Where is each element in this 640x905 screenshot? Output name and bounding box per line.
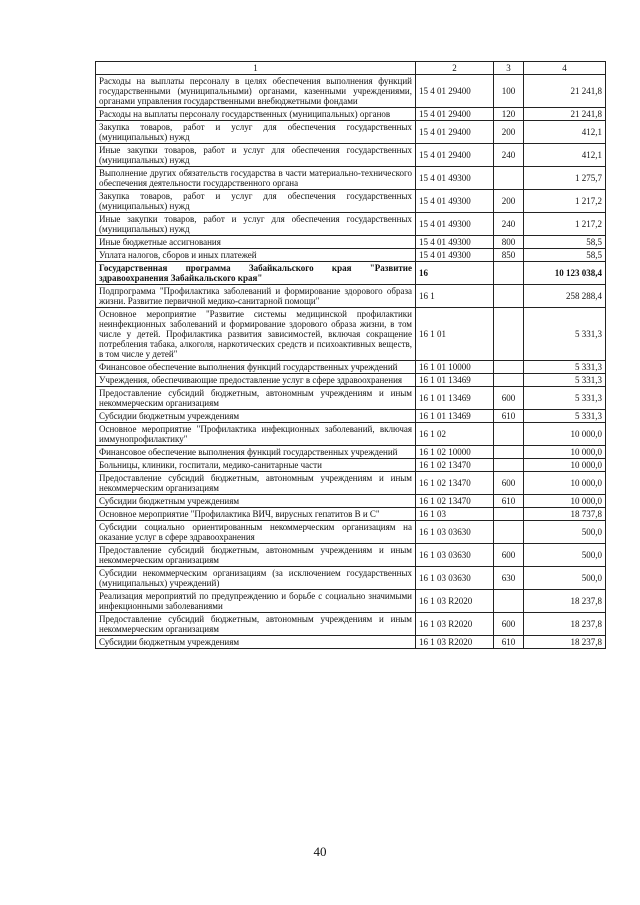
row-code: 15 4 01 29400 <box>416 75 494 108</box>
row-type <box>494 374 524 387</box>
row-code: 15 4 01 29400 <box>416 108 494 121</box>
table-row <box>96 236 606 249</box>
budget-table <box>95 61 606 649</box>
row-name: Учреждения, обеспечивающие предоставление услуг в сфере здравоохранения <box>96 374 416 387</box>
row-type: 630 <box>494 567 524 590</box>
row-type: 610 <box>494 410 524 423</box>
row-type: 200 <box>494 190 524 213</box>
row-type: 850 <box>494 249 524 262</box>
row-name: Иные закупки товаров, работ и услуг для обеспечения государственных (муниципальных) нужд <box>96 144 416 167</box>
row-amount: 10 000,0 <box>524 459 606 472</box>
row-type <box>494 167 524 190</box>
row-amount: 10 000,0 <box>524 495 606 508</box>
row-code: 16 1 02 <box>416 423 494 446</box>
table-row <box>96 472 606 495</box>
table-row <box>96 567 606 590</box>
table-row <box>96 446 606 459</box>
row-code: 16 1 03 R2020 <box>416 590 494 613</box>
page-number: 40 <box>313 844 327 859</box>
row-type: 120 <box>494 108 524 121</box>
row-name: Финансовое обеспечение выполнения функций государственных учреждений <box>96 361 416 374</box>
row-name: Уплата налогов, сборов и иных платежей <box>96 249 416 262</box>
row-code: 16 <box>416 262 494 285</box>
table-row <box>96 544 606 567</box>
row-type <box>494 361 524 374</box>
row-type <box>494 590 524 613</box>
row-amount: 18 237,8 <box>524 613 606 636</box>
table-row <box>96 190 606 213</box>
row-name: Больницы, клиники, госпитали, медико-санитарные части <box>96 459 416 472</box>
row-code: 15 4 01 49300 <box>416 190 494 213</box>
table-row <box>96 262 606 285</box>
row-type <box>494 521 524 544</box>
row-name: Расходы на выплаты персоналу в целях обеспечения выполнения функций государственными (муниципальными) органами, казенными учреждениями, органами управления государственными внебюджетными фондами <box>96 75 416 108</box>
row-amount: 18 737,8 <box>524 508 606 521</box>
table-row <box>96 508 606 521</box>
row-amount: 5 331,3 <box>524 374 606 387</box>
row-amount: 21 241,8 <box>524 108 606 121</box>
row-name: Субсидии социально ориентированным некоммерческим организациям на оказание услуг в сфере здравоохранения <box>96 521 416 544</box>
table-row <box>96 613 606 636</box>
table-row <box>96 308 606 361</box>
row-amount: 500,0 <box>524 567 606 590</box>
row-amount: 5 331,3 <box>524 361 606 374</box>
table-row <box>96 374 606 387</box>
row-amount: 21 241,8 <box>524 75 606 108</box>
row-amount: 500,0 <box>524 544 606 567</box>
row-type: 600 <box>494 544 524 567</box>
row-code: 16 1 02 13470 <box>416 495 494 508</box>
row-type: 800 <box>494 236 524 249</box>
header-col-3: 3 <box>494 62 524 75</box>
row-name: Основное мероприятие "Профилактика инфекционных заболеваний, включая иммунопрофилактику" <box>96 423 416 446</box>
table-row <box>96 213 606 236</box>
row-amount: 10 000,0 <box>524 472 606 495</box>
table-row <box>96 361 606 374</box>
row-name: Субсидии бюджетным учреждениям <box>96 410 416 423</box>
row-amount: 412,1 <box>524 121 606 144</box>
row-type <box>494 308 524 361</box>
row-name: Основное мероприятие "Развитие системы медицинской профилактики неинфекционных заболеваний и формирование здорового образа жизни, в том числе у детей. Профилактика развития зависимостей, включая сокращение потребления табака, алкоголя, наркотических средств и психоактивных веществ, в том числе у детей" <box>96 308 416 361</box>
row-code: 16 1 03 03630 <box>416 544 494 567</box>
row-name: Расходы на выплаты персоналу государственных (муниципальных) органов <box>96 108 416 121</box>
table-row <box>96 121 606 144</box>
row-code: 16 1 01 10000 <box>416 361 494 374</box>
row-code: 16 1 01 13469 <box>416 387 494 410</box>
row-code: 16 1 02 13470 <box>416 472 494 495</box>
row-amount: 1 217,2 <box>524 213 606 236</box>
row-code: 15 4 01 29400 <box>416 144 494 167</box>
row-code: 16 1 03 R2020 <box>416 613 494 636</box>
row-amount: 258 288,4 <box>524 285 606 308</box>
row-type <box>494 508 524 521</box>
row-type: 240 <box>494 144 524 167</box>
table-row <box>96 423 606 446</box>
row-name: Подпрограмма "Профилактика заболеваний и формирование здорового образа жизни. Развитие первичной медико-санитарной помощи" <box>96 285 416 308</box>
row-code: 16 1 03 R2020 <box>416 636 494 649</box>
row-code: 15 4 01 49300 <box>416 249 494 262</box>
header-col-2: 2 <box>416 62 494 75</box>
row-type: 200 <box>494 121 524 144</box>
row-amount: 412,1 <box>524 144 606 167</box>
row-type: 100 <box>494 75 524 108</box>
table-row <box>96 387 606 410</box>
row-name: Субсидии некоммерческим организациям (за исключением государственных (муниципальных) учреждений) <box>96 567 416 590</box>
table-row <box>96 495 606 508</box>
table-row <box>96 144 606 167</box>
row-code: 16 1 02 13470 <box>416 459 494 472</box>
row-code: 16 1 <box>416 285 494 308</box>
row-name: Предоставление субсидий бюджетным, автономным учреждениям и иным некоммерческим организациям <box>96 387 416 410</box>
row-type <box>494 423 524 446</box>
row-amount: 10 000,0 <box>524 423 606 446</box>
row-name: Субсидии бюджетным учреждениям <box>96 636 416 649</box>
table-row <box>96 108 606 121</box>
row-code: 15 4 01 49300 <box>416 236 494 249</box>
table-row <box>96 459 606 472</box>
row-code: 16 1 03 03630 <box>416 521 494 544</box>
row-name: Закупка товаров, работ и услуг для обеспечения государственных (муниципальных) нужд <box>96 121 416 144</box>
row-amount: 1 275,7 <box>524 167 606 190</box>
row-name: Предоставление субсидий бюджетным, автономным учреждениям и иным некоммерческим организациям <box>96 544 416 567</box>
row-type: 600 <box>494 613 524 636</box>
row-name: Государственная программа Забайкальского края "Развитие здравоохранения Забайкальского края" <box>96 262 416 285</box>
row-type: 610 <box>494 495 524 508</box>
row-name: Выполнение других обязательств государства в части материально-технического обеспечения деятельности государственного органа <box>96 167 416 190</box>
row-type <box>494 446 524 459</box>
row-amount: 5 331,3 <box>524 308 606 361</box>
table-row <box>96 590 606 613</box>
row-name: Закупка товаров, работ и услуг для обеспечения государственных (муниципальных) нужд <box>96 190 416 213</box>
row-amount: 18 237,8 <box>524 636 606 649</box>
row-name: Основное мероприятие "Профилактика ВИЧ, вирусных гепатитов В и С" <box>96 508 416 521</box>
row-code: 15 4 01 49300 <box>416 213 494 236</box>
table-row <box>96 410 606 423</box>
row-name: Предоставление субсидий бюджетным, автономным учреждениям и иным некоммерческим организациям <box>96 613 416 636</box>
budget-table-body <box>96 62 606 649</box>
row-name: Иные бюджетные ассигнования <box>96 236 416 249</box>
table-row <box>96 75 606 108</box>
header-col-4: 4 <box>524 62 606 75</box>
row-name: Субсидии бюджетным учреждениям <box>96 495 416 508</box>
row-amount: 1 217,2 <box>524 190 606 213</box>
row-amount: 500,0 <box>524 521 606 544</box>
row-amount: 10 123 038,4 <box>524 262 606 285</box>
row-type <box>494 285 524 308</box>
row-code: 16 1 03 <box>416 508 494 521</box>
row-type: 600 <box>494 387 524 410</box>
row-name: Предоставление субсидий бюджетным, автономным учреждениям и иным некоммерческим организациям <box>96 472 416 495</box>
row-type: 240 <box>494 213 524 236</box>
table-row <box>96 249 606 262</box>
row-code: 15 4 01 29400 <box>416 121 494 144</box>
table-row <box>96 521 606 544</box>
row-type: 600 <box>494 472 524 495</box>
row-code: 16 1 01 13469 <box>416 410 494 423</box>
header-col-1: 1 <box>96 62 416 75</box>
row-amount: 10 000,0 <box>524 446 606 459</box>
row-code: 16 1 01 13469 <box>416 374 494 387</box>
row-code: 16 1 03 03630 <box>416 567 494 590</box>
row-amount: 18 237,8 <box>524 590 606 613</box>
row-amount: 5 331,3 <box>524 410 606 423</box>
table-row <box>96 285 606 308</box>
row-type: 610 <box>494 636 524 649</box>
row-amount: 58,5 <box>524 236 606 249</box>
row-name: Иные закупки товаров, работ и услуг для обеспечения государственных (муниципальных) нужд <box>96 213 416 236</box>
row-name: Финансовое обеспечение выполнения функций государственных учреждений <box>96 446 416 459</box>
row-name: Реализация мероприятий по предупреждению и борьбе с социально значимыми инфекционными заболеваниями <box>96 590 416 613</box>
row-amount: 58,5 <box>524 249 606 262</box>
row-type <box>494 459 524 472</box>
row-code: 16 1 02 10000 <box>416 446 494 459</box>
row-code: 15 4 01 49300 <box>416 167 494 190</box>
table-header-row <box>96 62 606 75</box>
table-row <box>96 636 606 649</box>
row-type <box>494 262 524 285</box>
table-row <box>96 167 606 190</box>
row-code: 16 1 01 <box>416 308 494 361</box>
row-amount: 5 331,3 <box>524 387 606 410</box>
